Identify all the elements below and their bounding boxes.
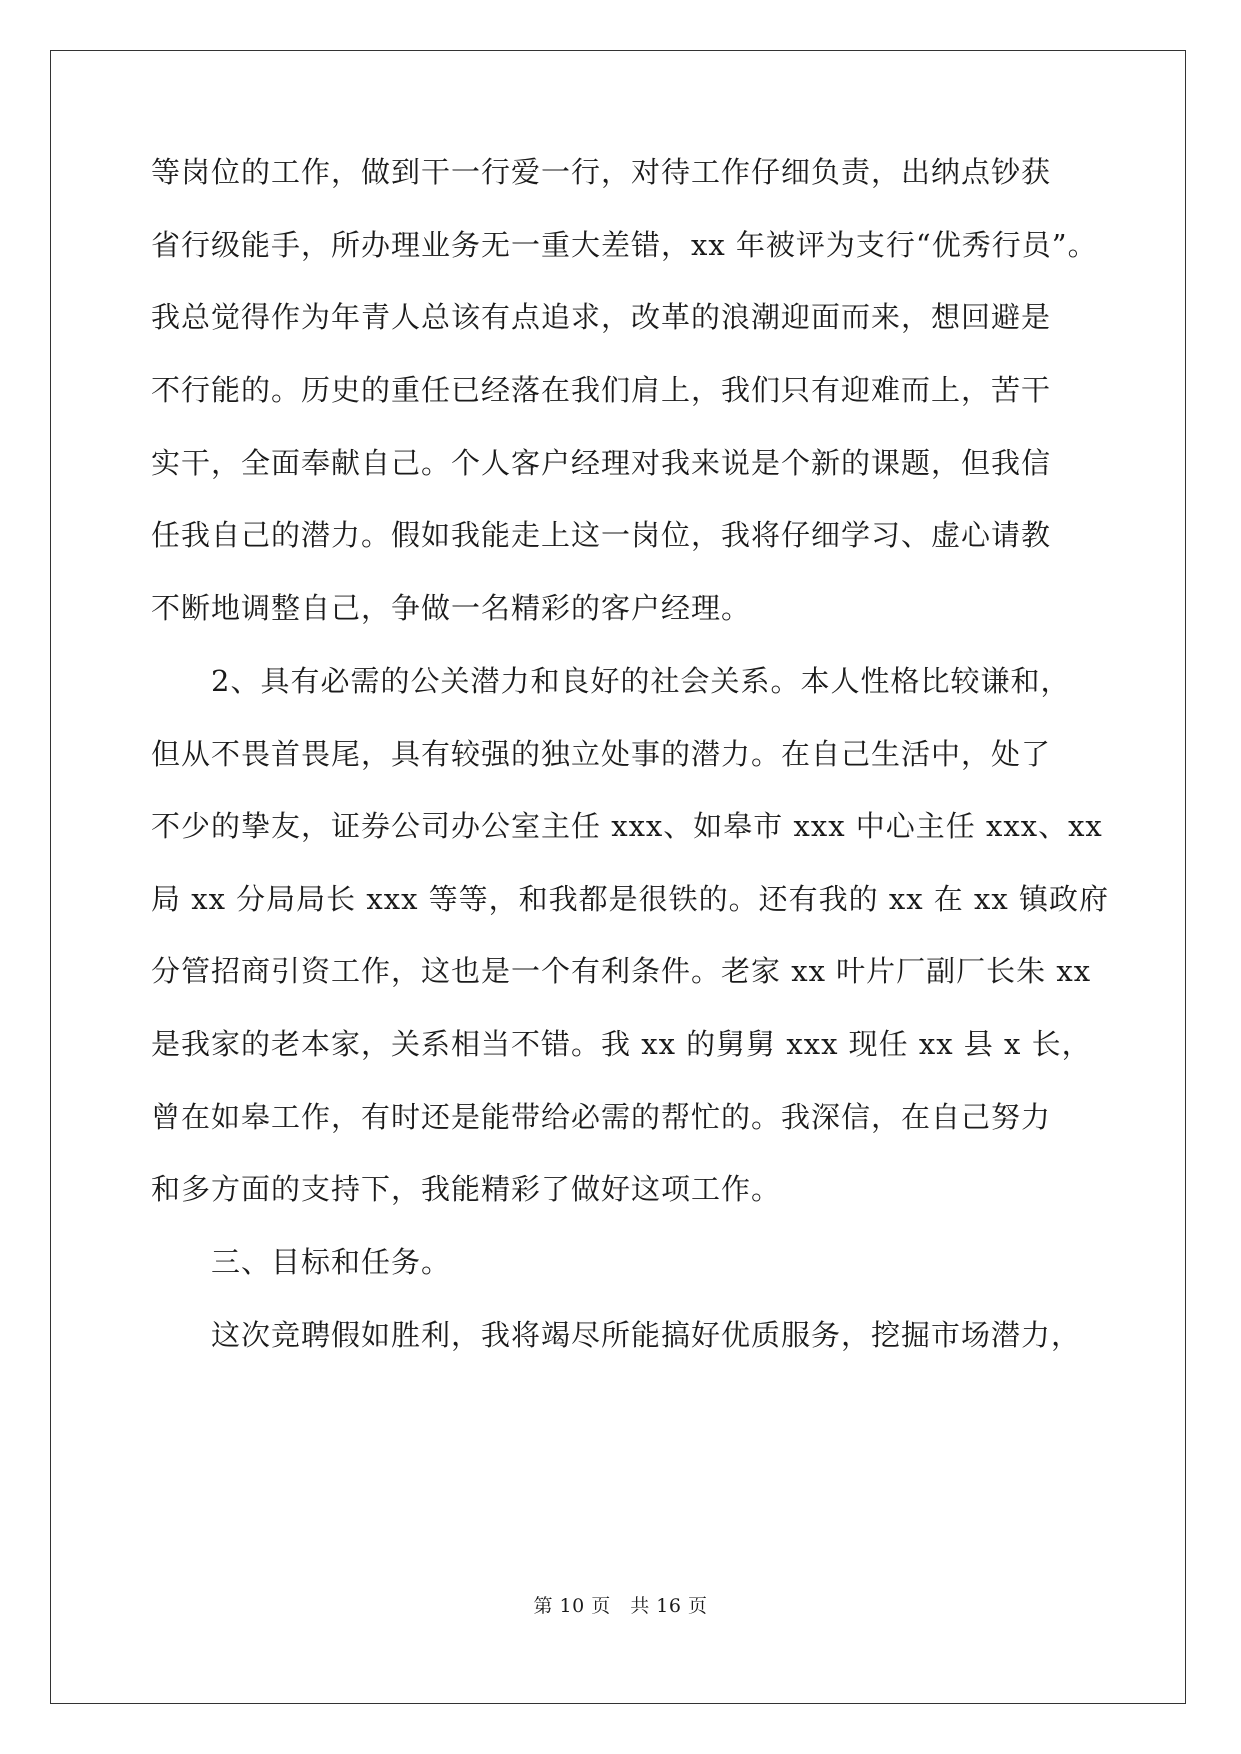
body-line-2: 省行级能手，所办理业务无一重大差错，xx 年被评为支行“优秀行员”。 [151,228,1098,262]
body-line-3: 我总觉得作为年青人总该有点追求，改革的浪潮迎面而来，想回避是 [151,300,1052,334]
body-line-5: 实干，全面奉献自己。个人客户经理对我来说是个新的课题，但我信 [151,446,1052,480]
body-line-6: 任我自己的潜力。假如我能走上这一岗位，我将仔细学习、虚心请教 [151,518,1052,552]
body-line-12: 分管招商引资工作，这也是一个有利条件。老家 xx 叶片厂副厂长朱 xx [151,954,1092,988]
body-line-7: 不断地调整自己，争做一名精彩的客户经理。 [151,591,752,625]
body-line-17: 这次竞聘假如胜利，我将竭尽所能搞好优质服务，挖掘市场潜力， [211,1318,1082,1352]
section-heading: 三、目标和任务。 [211,1245,452,1279]
body-line-1: 等岗位的工作，做到干一行爱一行，对待工作仔细负责，出纳点钞获 [151,155,1052,189]
body-line-15: 和多方面的支持下，我能精彩了做好这项工作。 [151,1172,782,1206]
page-footer: 第 10 页 共 16 页 [533,1595,708,1617]
body-line-13: 是我家的老本家，关系相当不错。我 xx 的舅舅 xxx 现任 xx 县 x 长， [151,1027,1092,1061]
body-line-4: 不行能的。历史的重任已经落在我们肩上，我们只有迎难而上，苦干 [151,373,1052,407]
body-line-10: 不少的挚友，证券公司办公室主任 xxx、如皋市 xxx 中心主任 xxx、xx [151,809,1103,843]
body-line-14: 曾在如皋工作，有时还是能带给必需的帮忙的。我深信，在自己努力 [151,1100,1052,1134]
body-line-11: 局 xx 分局局长 xxx 等等，和我都是很铁的。还有我的 xx 在 xx 镇政府 [151,882,1109,916]
body-line-8: 2、具有必需的公关潜力和良好的社会关系。本人性格比较谦和， [211,664,1071,698]
body-line-9: 但从不畏首畏尾，具有较强的独立处事的潜力。在自己生活中，处了 [151,737,1052,771]
